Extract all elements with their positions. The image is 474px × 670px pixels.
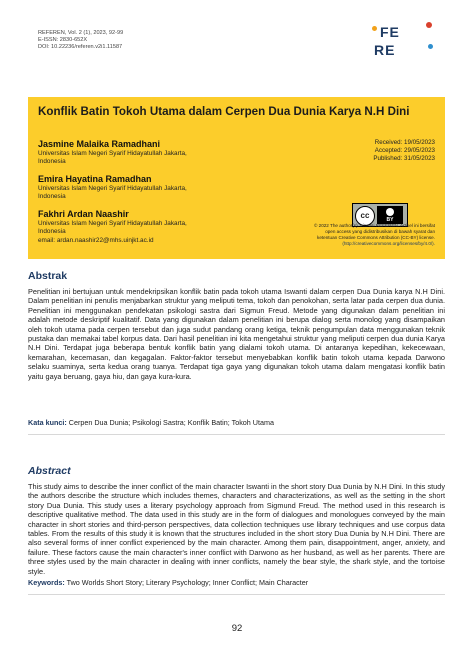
article-dates <box>373 139 435 164</box>
license-line: © 2022 The author(s). Lisensi REFEREN. Artikel ini bersifat <box>313 223 435 228</box>
author-affiliation <box>38 220 268 245</box>
author-name: Fakhri Ardan Naashir <box>38 209 129 219</box>
license-text <box>275 223 435 247</box>
kata-kunci-text: Cerpen Dua Dunia; Psikologi Sastra; Konflik Batin; Tokoh Utama <box>68 418 274 427</box>
abstract-text: This study aims to describe the inner conflict of the main character Iswanti in the short story Dua Dunia by N.H Dini. In this study the authors describe the structure which includes themes, characters and characterizations, as well as the setting in the short story Dua Dunia. This study uses a literary psychology approach from Sigmund Freud. The method used in this research is descriptive qualitative method. The data used in this study are in the form of dialogues and monologues conveyed by the main character in short stories and third-person perspectives, data collection techniques use library techniques and use corpus data tables. From the results of this study it is known that the structures included in the short story Dua Dunia by N.H Dini. There are also several forms of inner conflict experienced by the main character. Among them pain, disappointment, anger, anxiety, and failure. These factors cause the main character's inner conflict with Darwono as her husband, as well as her parents. There are three styles used by the main character in dealing with inner conflicts, namely the bear style, the shark style, and the tortoise style. <box>28 482 445 576</box>
cc-icon: cc <box>355 206 375 226</box>
section-divider <box>28 434 445 435</box>
abstrak-heading: Abstrak <box>28 270 68 282</box>
author-affiliation <box>38 185 268 202</box>
published-date: Published: 31/05/2023 <box>373 155 435 163</box>
affiliation-line: Universitas Islam Negeri Syarif Hidayatullah Jakarta, <box>38 185 187 192</box>
page-number: 92 <box>231 623 243 634</box>
logo-dot-blue <box>428 44 433 49</box>
logo-dot-red <box>426 22 432 28</box>
author-email[interactable]: email: ardan.naashir22@mhs.uinjkt.ac.id <box>38 236 154 244</box>
article-title: Konflik Batin Tokoh Utama dalam Cerpen Dua Dunia Karya N.H Dini <box>38 105 410 118</box>
received-date: Received: 19/05/2023 <box>374 139 435 146</box>
by-icon <box>377 206 403 224</box>
author-affiliation <box>38 150 268 167</box>
by-label: BY <box>386 217 394 223</box>
license-link[interactable]: (http://creativecommons.org/licenses/by/4.0/). <box>342 241 435 246</box>
abstract-heading: Abstract <box>28 465 71 477</box>
kata-kunci-label: Kata kunci: <box>28 418 67 427</box>
journal-issn: E-ISSN: 2830-652X <box>38 37 88 43</box>
logo-text-bottom: RE <box>374 42 396 58</box>
author-name: Emira Hayatina Ramadhan <box>38 174 152 184</box>
keywords <box>28 578 445 587</box>
keywords-text: Two Worlds Short Story; Literary Psychology; Inner Conflict; Main Character <box>66 578 309 587</box>
affiliation-country: Indonesia <box>38 228 66 236</box>
kata-kunci <box>28 418 445 427</box>
journal-doi[interactable]: DOI: 10.22236/referen.v2i1.11587 <box>38 44 123 50</box>
journal-header <box>38 30 123 51</box>
license-line: open access yang didistribusikan di bawah syarat dan <box>325 229 435 234</box>
journal-logo <box>372 22 442 68</box>
logo-dot-orange <box>372 26 377 31</box>
affiliation-line: Universitas Islam Negeri Syarif Hidayatullah Jakarta, <box>38 220 187 227</box>
journal-citation: REFEREN, Vol. 2 (1), 2023, 92-99 <box>38 30 124 36</box>
logo-text-top: FE <box>380 24 400 40</box>
keywords-label: Keywords: <box>28 578 65 587</box>
affiliation-country: Indonesia <box>38 158 66 166</box>
abstrak-text: Penelitian ini bertujuan untuk mendekripsikan konflik batin pada tokoh utama Iswanti dalam cerpen Dua Dunia karya N.H Dini. Dalam penelitian ini penulis menjabarkan struktur yang meliputi tema, tokoh dan penokohan, serta latar pada cerpen dua dunia. Penelitian ini menggunakan pendekatan psikologi sastra dari Sigmun Freud. Metode yang digunakan dalam penelitian ini adalah metode deskriptif kualitatif. Data yang digunakan dalam penelitian ini berupa dialog serta monolog yang disampaikan oleh tokoh utama pada cerpen tersebut dan juga sudut pandang orang ketiga, teknik pengumpulan data menggunakan teknik pustaka dan memakai tabel korpus data. Dari hasil penelitian ini kita mengetahui struktur yang meliputi cerpen dua dunia Karya N.H Dini. Terdapat juga beberapa bentuk konflik batin yang dialami tokoh utama. Di antaranya kepedihan, kekecewaan, kemarahan, kecemasan, dan kegagalan. Faktor-faktor tersebut menyebabkan konflik batin tokoh utama kepada Darwono selaku suaminya, serta kedua orang tuanya. Terdapat tiga gaya yang digunakan tokoh utama dalam mengatasi konflik batin yaitu gaya beruang, gaya hiu, dan gaya kura-kura. <box>28 287 445 381</box>
license-line: ketentuan Creative Commons Attribution (CC-BY) license. <box>317 235 435 240</box>
author-name: Jasmine Malaika Ramadhani <box>38 139 161 149</box>
person-icon <box>386 208 394 216</box>
title-box <box>28 97 445 259</box>
section-divider <box>28 594 445 595</box>
affiliation-country: Indonesia <box>38 193 66 201</box>
accepted-date: Accepted: 29/05/2023 <box>374 147 435 155</box>
affiliation-line: Universitas Islam Negeri Syarif Hidayatullah Jakarta, <box>38 150 187 157</box>
